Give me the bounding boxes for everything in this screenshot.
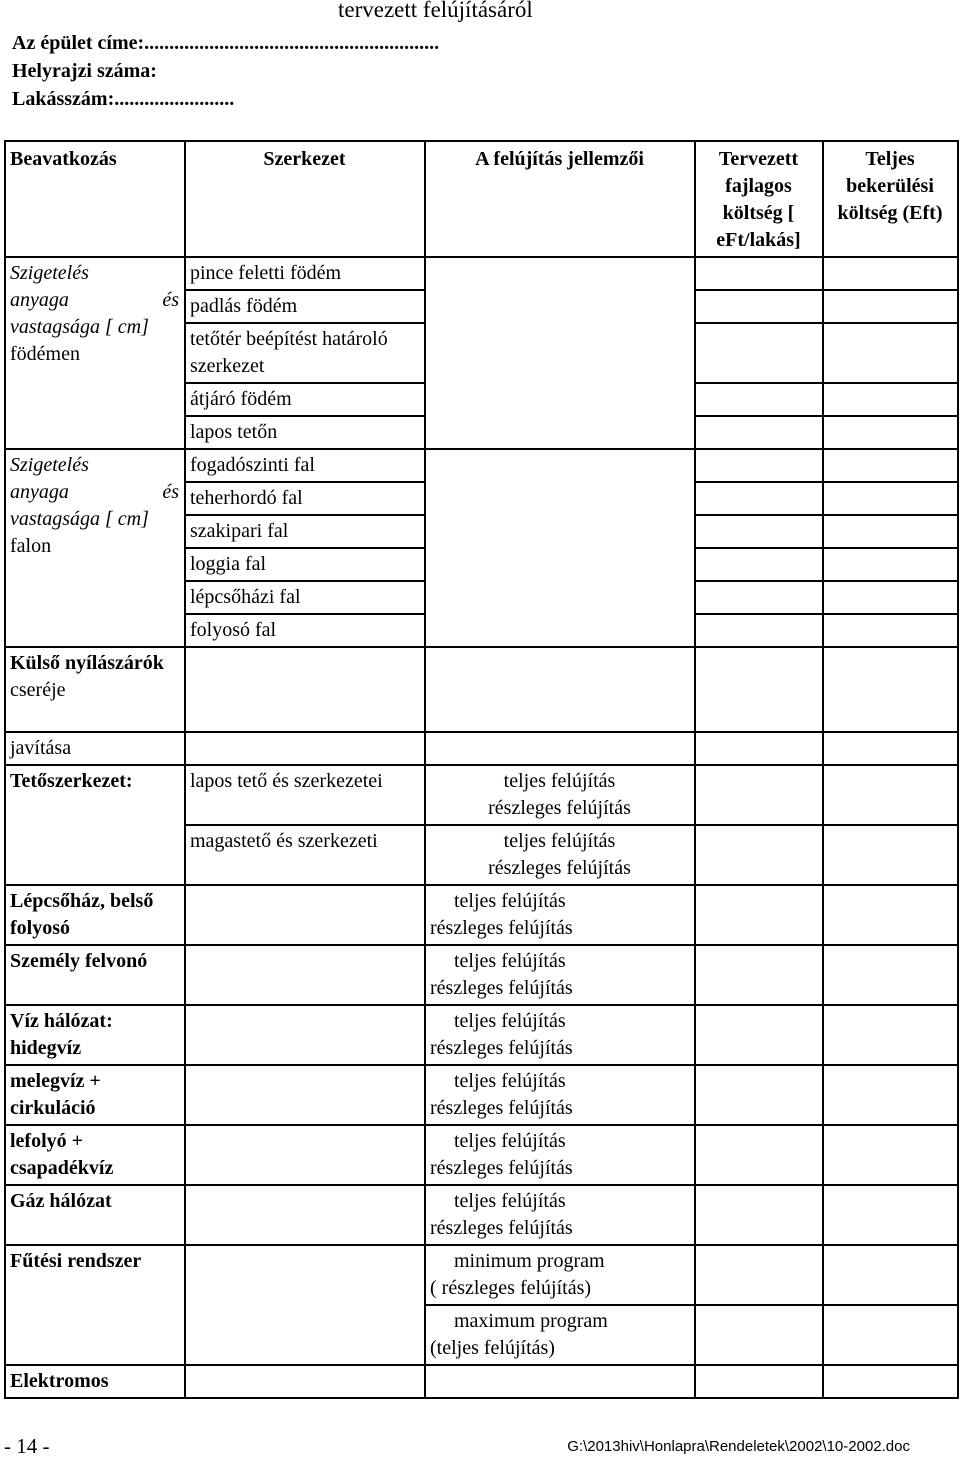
total-cost-cell[interactable] <box>823 383 958 416</box>
options-cell[interactable]: teljes felújítás részleges felújítás <box>425 1125 695 1185</box>
heating-min-cell[interactable]: minimum program ( részleges felújítás) <box>425 1245 695 1305</box>
total-cost-cell[interactable] <box>823 290 958 323</box>
slab-insulation-label: Szigetelés anyaga és vastagsága [ cm] födémen <box>5 257 185 449</box>
address-label: Az épület címe:........................................................... <box>12 32 440 54</box>
col-header-unit-cost: Tervezett fajlagos költség [ eFt/lakás] <box>695 141 823 257</box>
col-header-intervention: Beavatkozás <box>5 141 185 257</box>
total-cost-cell[interactable] <box>823 482 958 515</box>
electric-row <box>5 1365 958 1398</box>
slab-characteristics-cell[interactable] <box>425 257 695 449</box>
staircase-label: Lépcsőház, belső folyosó <box>5 885 185 945</box>
wall-item: szakipari fal <box>185 515 425 548</box>
lot-number-label: Helyrajzi száma: <box>12 60 157 82</box>
unit-cost-cell[interactable] <box>695 581 823 614</box>
roof-pitched-options[interactable]: teljes felújítás részleges felújítás <box>425 825 695 885</box>
unit-cost-cell[interactable] <box>695 257 823 290</box>
staircase-row <box>5 885 958 945</box>
options-cell[interactable]: teljes felújítás részleges felújítás <box>425 885 695 945</box>
unit-cost-cell[interactable] <box>695 416 823 449</box>
wall-item: teherhordó fal <box>185 482 425 515</box>
total-cost-cell[interactable] <box>823 548 958 581</box>
windows-row <box>5 647 958 732</box>
roof-flat-options[interactable]: teljes felújítás részleges felújítás <box>425 765 695 825</box>
heating-max-cell[interactable]: maximum program (teljes felújítás) <box>425 1305 695 1365</box>
gas-row <box>5 1185 958 1245</box>
repair-row <box>5 732 958 765</box>
unit-cost-cell[interactable] <box>695 548 823 581</box>
unit-cost-cell[interactable] <box>695 614 823 647</box>
roof-flat: lapos tető és szerkezetei <box>185 765 425 825</box>
total-cost-cell[interactable] <box>823 449 958 482</box>
gas-label: Gáz hálózat <box>5 1185 185 1245</box>
page-number: - 14 - <box>4 1434 50 1458</box>
flat-number-label: Lakásszám:........................ <box>12 88 235 110</box>
water-hot-label: melegvíz + cirkuláció <box>5 1065 185 1125</box>
elevator-row <box>5 945 958 1005</box>
total-cost-cell[interactable] <box>823 614 958 647</box>
unit-cost-cell[interactable] <box>695 449 823 482</box>
document-title: tervezett felújításáról <box>338 0 533 22</box>
total-cost-cell[interactable] <box>823 323 958 383</box>
roof-row <box>5 765 958 825</box>
electric-label: Elektromos <box>5 1365 185 1398</box>
water-hot-row <box>5 1065 958 1125</box>
slab-item: átjáró födém <box>185 383 425 416</box>
elevator-label: Személy felvonó <box>5 945 185 1005</box>
options-cell[interactable]: teljes felújítás részleges felújítás <box>425 1185 695 1245</box>
slab-item: tetőtér beépítést határoló szerkezet <box>185 323 425 383</box>
slab-item: pince feletti födém <box>185 257 425 290</box>
drain-row <box>5 1125 958 1185</box>
options-cell[interactable]: teljes felújítás részleges felújítás <box>425 945 695 1005</box>
slab-row <box>5 257 958 290</box>
header-row <box>5 141 958 257</box>
wall-item: folyosó fal <box>185 614 425 647</box>
water-cold-label: Víz hálózat: hidegvíz <box>5 1005 185 1065</box>
col-header-total-cost: Teljes bekerülési költség (Eft) <box>823 141 958 257</box>
wall-item: fogadószinti fal <box>185 449 425 482</box>
wall-item: lépcsőházi fal <box>185 581 425 614</box>
col-header-structure: Szerkezet <box>185 141 425 257</box>
water-cold-row <box>5 1005 958 1065</box>
roof-label: Tetőszerkezet: <box>5 765 185 885</box>
options-cell[interactable]: teljes felújítás részleges felújítás <box>425 1005 695 1065</box>
heating-row <box>5 1245 958 1305</box>
total-cost-cell[interactable] <box>823 515 958 548</box>
roof-pitched: magastető és szerkezeti <box>185 825 425 885</box>
wall-insulation-label: Szigetelés anyaga és vastagsága [ cm] falon <box>5 449 185 647</box>
heating-label: Fűtési rendszer <box>5 1245 185 1365</box>
slab-item: padlás födém <box>185 290 425 323</box>
windows-label: Külső nyílászárók cseréje <box>5 647 185 732</box>
col-header-characteristics: A felújítás jellemzői <box>425 141 695 257</box>
wall-item: loggia fal <box>185 548 425 581</box>
unit-cost-cell[interactable] <box>695 482 823 515</box>
options-cell[interactable]: teljes felújítás részleges felújítás <box>425 1065 695 1125</box>
unit-cost-cell[interactable] <box>695 383 823 416</box>
total-cost-cell[interactable] <box>823 416 958 449</box>
wall-row <box>5 449 958 482</box>
total-cost-cell[interactable] <box>823 581 958 614</box>
slab-item: lapos tetőn <box>185 416 425 449</box>
unit-cost-cell[interactable] <box>695 515 823 548</box>
total-cost-cell[interactable] <box>823 257 958 290</box>
drain-label: lefolyó + csapadékvíz <box>5 1125 185 1185</box>
renovation-table <box>4 140 959 1399</box>
file-path: G:\2013hiv\Honlapra\Rendeletek\2002\10-2002.doc <box>567 1438 910 1455</box>
wall-characteristics-cell[interactable] <box>425 449 695 647</box>
unit-cost-cell[interactable] <box>695 323 823 383</box>
unit-cost-cell[interactable] <box>695 290 823 323</box>
repair-label: javítása <box>5 732 185 765</box>
